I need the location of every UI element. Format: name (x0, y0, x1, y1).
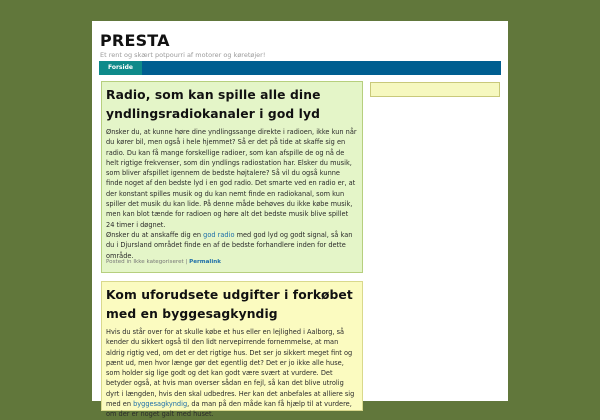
main-navbar (99, 61, 501, 75)
post-title[interactable]: Radio, som kan spille alle dine yndlingsradiokanaler i god lyd (106, 88, 321, 121)
post-text: , da man på den måde kan få hjælp til at vurdere, om der er noget galt med huset. (106, 400, 352, 419)
sidebar-widget (370, 82, 500, 97)
post-text: Hvis du står over for at skulle købe et hus eller en lejlighed i Aalborg, så kender du sikkert også til den lidt nervepirrende fornemmelse, at man aldrig rigtig ved, om det er det rigtige hus. Det ser jo sikkert meget fint og pænt ud, men hvor længe gør det egentlig det? Det er jo ikke alle huse, som holder sig lige godt og det kan godt være svært at vurdere. Det betyder også, at hvis man overser sådan en fejl, så kan det blive utrolig dyrt i længden, hvis den skal udbedres. Her kan det anbefales at alliere sig med en (106, 328, 355, 409)
page-container (92, 21, 508, 419)
site-tagline: Et rent og skært potpourri af motorer og køretøjer! (100, 51, 266, 59)
god-radio-link[interactable]: god radio (203, 230, 235, 239)
post-paragraph (106, 230, 358, 261)
byggesagkyndig-link[interactable]: byggesagkyndig (133, 400, 188, 409)
post-byggesagkyndig (101, 281, 363, 419)
site-title[interactable]: PRESTA (100, 31, 170, 50)
post-category: Posted in Ikke kategoriseret | (106, 259, 190, 265)
nav-item-forside[interactable]: Forside (99, 61, 142, 75)
post-title[interactable]: Kom uforudsete udgifter i forkøbet med en byggesagkyndig (106, 288, 353, 321)
post-body (106, 327, 358, 420)
site-header (100, 32, 265, 60)
post-paragraph (106, 327, 358, 420)
permalink-link[interactable]: Permalink (189, 259, 221, 265)
post-text: med god lyd og godt signal, så kan du i Djursland området finde en af de bedste forhandlere inden for dette område. (106, 230, 353, 260)
post-text: Ønsker du at anskaffe dig en (106, 230, 204, 239)
post-meta (106, 259, 221, 265)
post-body (106, 127, 358, 261)
post-paragraph: Ønsker du, at kunne høre dine yndlingssange direkte i radioen, ikke kun når du kører bil, men også i hele hjemmet? Så er det på tide at skaffe sig en radio. Du kan få mange forskellige radioer, som kan afspille de og nå de helt rigtige frekvenser, som din yndlings radiostation har. Elsker du musik, som bliver afspillet igennem de bedste højtalere? Så vil du også kunne finde noget af den bedste lyd i en god radio. Det smarte ved en radio er, at der konstant spilles musik og du kan nemt finde en radiokanal, som kun spiller det musik du kan lide. På denne måde behøves du ikke købe musik, men kan blot tænde for radioen og høre alt det bedste musik blive spillet 24 timer i døgnet. (106, 128, 357, 229)
post-radio (101, 81, 363, 273)
